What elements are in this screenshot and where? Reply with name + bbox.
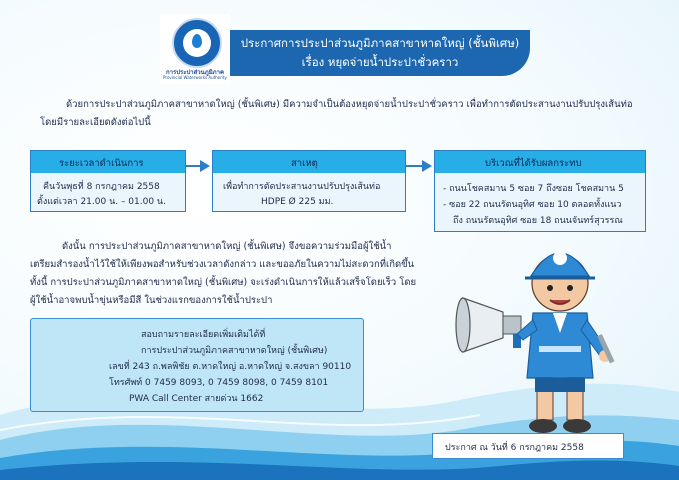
duration-line-2: ตั้งแต่เวลา 21.00 น. – 01.00 น. xyxy=(37,197,166,207)
announce-date: ประกาศ ณ วันที่ 6 กรกฎาคม 2558 xyxy=(445,443,584,453)
title-line-2: เรื่อง หยุดจ่ายน้ำประปาชั่วคราว xyxy=(301,55,459,69)
cause-box xyxy=(212,150,406,212)
contact-line-2: การประปาส่วนภูมิภาคสาขาหาดใหญ่ (ชั้นพิเศษ) xyxy=(141,346,328,356)
logo-name-en: Provincial Waterworks Authority xyxy=(163,75,227,80)
intro-line-2: โดยมีรายละเอียดดังต่อไปนี้ xyxy=(40,117,151,128)
notice-line-3: ทั้งนี้ การประปาส่วนภูมิภาคสาขาหาดใหญ่ (ชั้นพิเศษ) จะเร่งดำเนินการให้แล้วเสร็จโดยเร็ว โดย xyxy=(30,277,417,288)
mascot-megaphone-illustration xyxy=(455,238,655,443)
duration-box xyxy=(30,150,186,212)
affected-area-line-3: ถึง ถนนรัตนอุทิศ ซอย 18 ถนนจันทร์สุวรรณ xyxy=(453,216,623,226)
cause-line-1: เพื่อทำการตัดประสานงานปรับปรุงเส้นท่อ xyxy=(223,182,381,192)
notice-line-1: ดังนั้น การประปาส่วนภูมิภาคสาขาหาดใหญ่ (ชั้นพิเศษ) จึงขอความร่วมมือผู้ใช้น้ำ xyxy=(62,241,392,252)
contact-line-1: สอบถามรายละเอียดเพิ่มเติมได้ที่ xyxy=(141,330,266,340)
header xyxy=(0,0,679,88)
cause-heading: สาเหตุ xyxy=(213,151,405,173)
title-banner xyxy=(230,30,530,76)
arrow-1-icon xyxy=(200,160,210,172)
affected-area-box xyxy=(434,150,646,232)
notice-line-2: เตรียมสำรองน้ำไว้ใช้ให้เพียงพอสำหรับช่วงเวลาดังกล่าว และขออภัยในความไม่สะดวกที่เกิดขึ้น xyxy=(30,259,415,270)
contact-box xyxy=(30,318,364,412)
logo-name-th: การประปาส่วนภูมิภาค xyxy=(165,69,225,76)
pwa-emblem-icon xyxy=(172,18,222,68)
duration-heading: ระยะเวลาดำเนินการ xyxy=(31,151,185,173)
contact-call-center: PWA Call Center สายด่วน 1662 xyxy=(129,394,264,404)
affected-area-heading: บริเวณที่ได้รับผลกระทบ xyxy=(435,151,645,173)
intro-line-1: ด้วยการประปาส่วนภูมิภาคสาขาหาดใหญ่ (ชั้นพิเศษ) มีความจำเป็นต้องหยุดจ่ายน้ำประปาชั่วคราว เพื่อทำการตัดประสานงานปรับปรุงเส้นท่อ xyxy=(66,99,633,110)
affected-area-line-2: - ซอย 22 ถนนรัตนอุทิศ ซอย 10 ตลอดทั้งแนว xyxy=(443,200,622,210)
arrow-2-icon xyxy=(422,160,432,172)
cause-line-2: HDPE Ø 225 มม. xyxy=(261,197,334,207)
duration-line-1: คืนวันพุธที่ 8 กรกฎาคม 2558 xyxy=(43,182,160,192)
title-line-1: ประกาศการประปาส่วนภูมิภาคสาขาหาดใหญ่ (ชั้นพิเศษ) xyxy=(240,36,520,50)
contact-phone: โทรศัพท์ 0 7459 8093, 0 7459 8098, 0 7459 8101 xyxy=(109,378,329,388)
contact-address: เลขที่ 243 ถ.พลพิชัย ต.หาดใหญ่ อ.หาดใหญ่ จ.สงขลา 90110 xyxy=(109,362,352,372)
notice-line-4: ผู้ใช้น้ำอาจพบน้ำขุ่นหรือมีสี ในช่วงแรกของการใช้น้ำประปา xyxy=(30,295,273,306)
affected-area-line-1: - ถนนโชคสมาน 5 ซอย 7 ถึงซอย โชคสมาน 5 xyxy=(443,184,624,194)
announce-date-box xyxy=(432,433,624,459)
pwa-logo xyxy=(160,14,230,84)
